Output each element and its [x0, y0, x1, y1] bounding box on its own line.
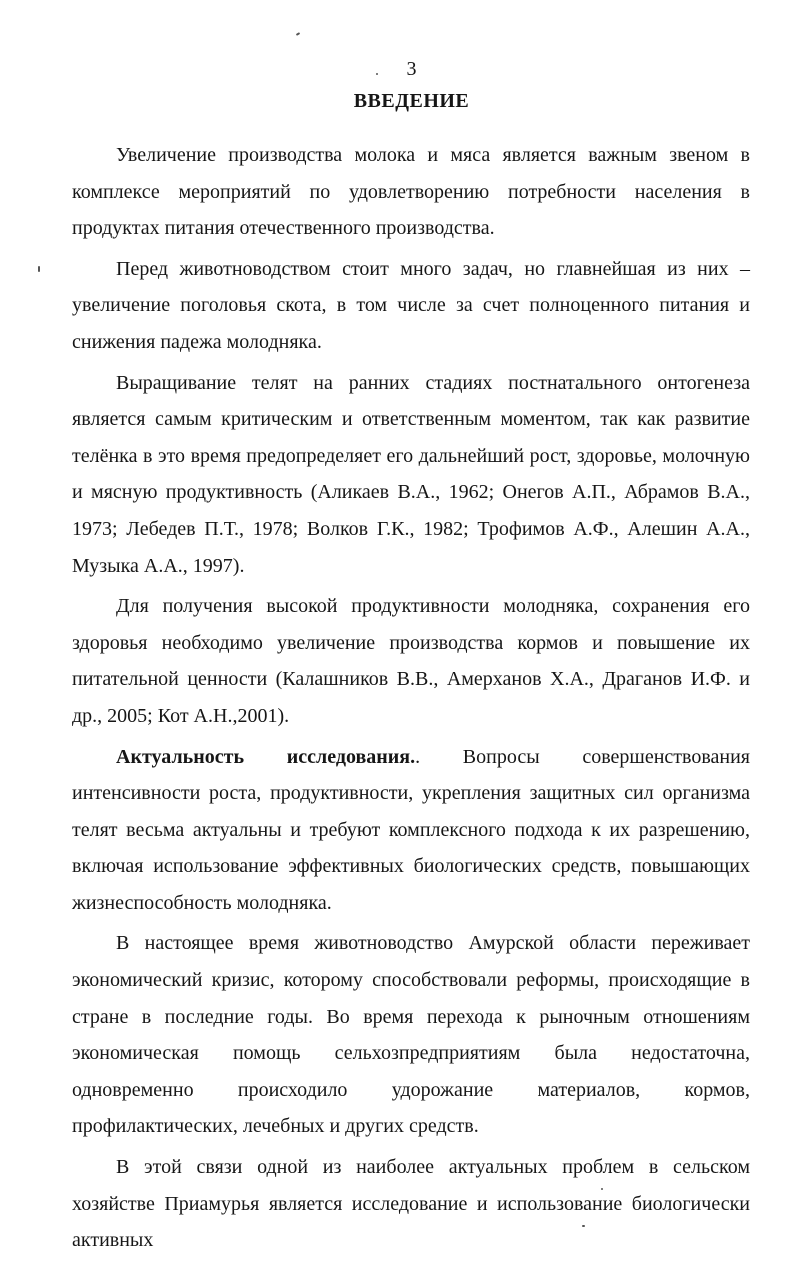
paragraph-text: Для получения высокой продуктивности молодняка, сохранения его здоровья необходимо увеличение производства кормов и повышение их питательной ценности (Калашников В.В., Амерханов Х.А., Драганов И.Ф. и др., 2005; Кот А.Н.,2001).	[72, 595, 750, 727]
page-number: 3	[406, 58, 417, 80]
section-lead: Актуальность исследования.	[116, 745, 416, 768]
paragraph-text: В настоящее время животноводство Амурской области переживает экономический кризис, которому способствовали реформы, происходящие в стране в последние годы. Во время перехода к рыночным отношениям экономическая помощь сельхозпредприятиям была недостаточна, одновременно происходило удорожание материалов, кормов, профилактических, лечебных и других средств.	[72, 932, 750, 1138]
paragraph-6	[72, 925, 750, 1145]
paragraph-1	[72, 137, 750, 247]
page-title: ВВЕДЕНИЕ	[353, 90, 470, 112]
paragraph-4	[72, 588, 750, 734]
paragraph-text: В этой связи одной из наиболее актуальных проблем в сельском хозяйстве Приамурья является исследование и использование биологически активных	[72, 1156, 750, 1252]
paragraph-text: Увеличение производства молока и мяса является важным звеном в комплексе мероприятий по удовлетворению потребности населения в продуктах питания отечественного производства.	[72, 144, 750, 240]
paragraph-7	[72, 1149, 750, 1259]
paragraph-3	[72, 365, 750, 585]
scan-speck	[582, 1225, 585, 1227]
paragraph-2	[72, 251, 750, 361]
paragraph-5	[72, 739, 750, 922]
body-text	[72, 137, 750, 1263]
scan-speck	[376, 73, 378, 75]
paragraph-text: . Вопросы совершенствования интенсивности роста, продуктивности, укрепления защитных сил организма телят весьма актуальны и требуют комплексного подхода к их разрешению, включая использование эффективных биологических средств, повышающих жизнеспособность молодняка.	[72, 745, 750, 914]
scan-speck	[601, 1188, 603, 1190]
scan-speck	[38, 266, 40, 272]
scan-speck	[296, 32, 300, 36]
paragraph-text: Перед животноводством стоит много задач, но главнейшая из них – увеличение поголовья скота, в том числе за счет полноценного питания и снижения падежа молодняка.	[72, 257, 750, 353]
paragraph-text: Выращивание телят на ранних стадиях постнатального онтогенеза является самым критическим и ответственным моментом, так как развитие телёнка в это время предопределяет его дальнейший рост, здоровье, молочную и мясную продуктивность (Аликаев В.А., 1962; Онегов А.П., Абрамов В.А., 1973; Лебедев П.Т., 1978; Волков Г.К., 1982; Трофимов А.Ф., Алешин А.А., Музыка А.А., 1997).	[72, 371, 750, 577]
